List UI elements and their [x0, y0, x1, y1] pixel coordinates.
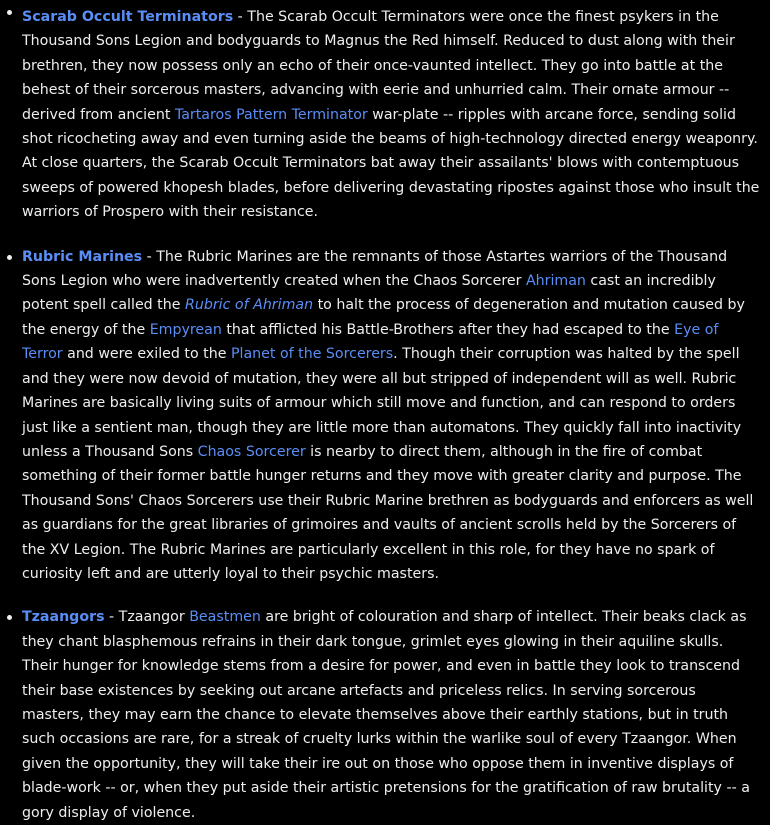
link-ahriman[interactable]: Ahriman	[525, 273, 586, 290]
link-rubric-of-ahriman[interactable]: Rubric of Ahriman	[184, 297, 314, 314]
link-eye-of-terror[interactable]: Eye of Terror	[22, 321, 719, 363]
entry-text: that afflicted his Battle-Brothers after they had escaped to the	[221, 321, 675, 338]
list-item-rubric-marines	[0, 245, 770, 587]
entry-text: - Tzaangor	[104, 609, 190, 626]
list-item-tzaangors	[0, 605, 770, 825]
link-empyrean[interactable]: Empyrean	[149, 321, 222, 338]
entry-text: war-plate -- ripples with arcane force, sending solid shot ricocheting away and even turning aside the beams of high-technology directed energy weaponry. At close quarters, the Scarab Occult Terminators bat away their assailants' blows with contemptuous sweeps of powered khopesh blades, before delivering devastating ripostes against those who insult the warriors of Prospero with their resistance.	[22, 106, 760, 221]
entry-text: is nearby to direct them, although in the fire of combat something of their former battle hunger returns and they move with greater clarity and purpose. The Thousand Sons' Chaos Sorcerers use their Rubric Marine brethren as bodyguards and enforcers as well as guardians for the great libraries of grimoires and vaults of ancient scrolls held by the Sorcerers of the XV Legion. The Rubric Marines are particularly excellent in this role, for they have no spark of curiosity left and are utterly loyal to their psychic masters.	[22, 443, 754, 582]
entry-text: are bright of colouration and sharp of intellect. Their beaks clack as they chant blasphemous refrains in their dark tongue, grimlet eyes glowing in their aquiline skulls. Their hunger for knowledge stems from a desire for power, and even in battle they look to transcend their base existences by seeking out arcane artefacts and priceless relics. In serving sorcerous masters, they may earn the chance to elevate themselves above their earthly stations, but in truth such occasions are rare, for a streak of cruelty lurks within the warlike soul of every Tzaangor. When given the opportunity, they will take their ire out on those who oppose them in inventive displays of blade-work -- or, when they put aside their artistic pretensions for the gratification of raw brutality -- a gory display of violence.	[22, 609, 750, 821]
list-item-scarab-occult-terminators	[0, 0, 770, 225]
link-beastmen[interactable]: Beastmen	[189, 609, 261, 626]
link-rubric-marines[interactable]: Rubric Marines	[22, 248, 143, 265]
entry-text: - The Rubric Marines are the remnants of those Astartes warriors of the Thousand Sons Legion who were inadvertently created when the Chaos Sorcerer	[22, 248, 728, 290]
link-chaos-sorcerer[interactable]: Chaos Sorcerer	[197, 443, 306, 460]
entry-text: . Though their corruption was halted by the spell and they were now devoid of mutation, they were all but stripped of independent will as well. Rubric Marines are basically living suits of armour which still move and function, and can respond to orders just like a sentient man, though they are little more than automatons. They quickly fall into inactivity unless a Thousand Sons	[22, 346, 742, 460]
link-scarab-occult-terminators[interactable]: Scarab Occult Terminators	[22, 9, 234, 25]
entry-text: to halt the process of degeneration and mutation caused by the energy of the	[22, 297, 745, 338]
link-tzaangors[interactable]: Tzaangors	[22, 609, 105, 626]
entry-text: cast an incredibly potent spell called the	[22, 273, 716, 314]
entry-text: and were exiled to the	[62, 346, 231, 363]
link-planet-of-the-sorcerers[interactable]: Planet of the Sorcerers	[230, 346, 394, 363]
entry-text: - The Scarab Occult Terminators were once the finest psykers in the Thousand Sons Legion and bodyguards to Magnus the Red himself. Reduced to dust along with their brethren, they now possess only an echo of their once-vaunted intellect. They go into battle at the behest of their sorcerous masters, advancing with eerie and unhurried calm. Their ornate armour -- derived from ancient	[22, 9, 735, 123]
link-tartaros-pattern-terminator[interactable]: Tartaros Pattern Terminator	[174, 106, 368, 123]
